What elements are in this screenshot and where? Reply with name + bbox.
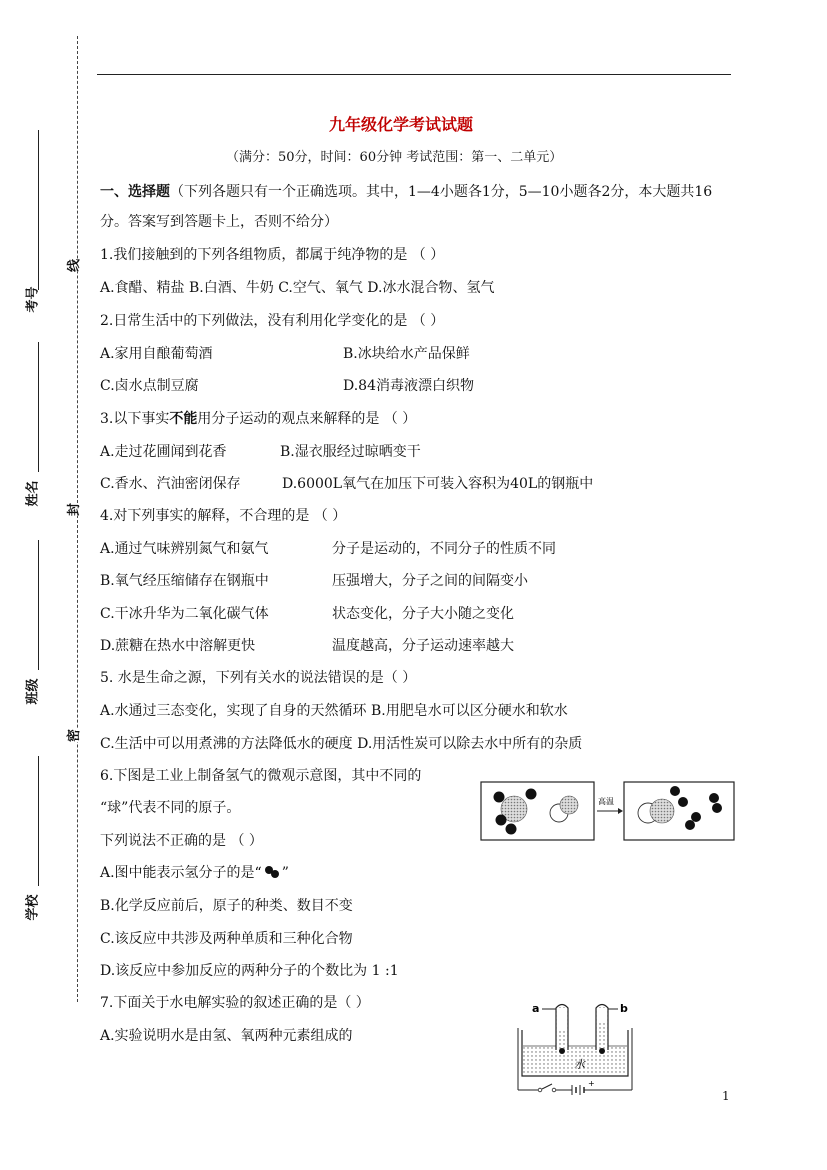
- reaction-micro-diagram: [480, 780, 736, 842]
- q3-stem-bold: 不能: [169, 411, 198, 427]
- exam-number-label: 考号: [25, 286, 41, 313]
- q4-explain-d: 温度越高，分子运动速率越大: [332, 638, 514, 654]
- q3-stem-post: 用分子运动的观点来解释的是 （ ）: [197, 411, 417, 427]
- q4-fact-a: A.通过气味辨别氮气和氨气: [100, 541, 269, 557]
- q3-option-a: A.走过花圃闻到花香: [100, 444, 227, 460]
- q2-stem: 2.日常生活中的下列做法，没有利用化学变化的是 （ ）: [100, 313, 445, 329]
- q3-option-c: C.香水、汽油密闭保存: [100, 476, 241, 492]
- reaction-condition-label: 高温: [598, 797, 614, 806]
- q2-option-c: C.卤水点制豆腐: [100, 378, 199, 394]
- reactants-box: [481, 782, 594, 840]
- q5-options-ab: A.水通过三态变化，实现了自身的天然循环 B.用肥皂水可以区分硬水和软水: [100, 703, 568, 719]
- q6-option-b: B.化学反应前后，原子的种类、数目不变: [100, 898, 353, 914]
- binding-mark-secret: 密: [63, 729, 82, 742]
- q2-option-d: D.84消毒液漂白织物: [343, 378, 474, 394]
- water-electrolysis-diagram: [510, 998, 640, 1098]
- q7-option-a: A.实验说明水是由氢、氧两种元素组成的: [100, 1028, 353, 1044]
- class-label: 班级: [25, 678, 41, 705]
- hydrogen-molecule-icon: [264, 865, 280, 879]
- q1-stem: 1.我们接触到的下列各组物质，都属于纯净物的是 （ ）: [100, 247, 445, 263]
- q3-stem: [100, 411, 416, 427]
- q4-explain-c: 状态变化，分子大小随之变化: [332, 606, 514, 622]
- q6-stem-2: “球”代表不同的原子。: [100, 800, 241, 816]
- q4-fact-b: B.氧气经压缩储存在钢瓶中: [100, 573, 269, 589]
- section-instruction-1: （下列各题只有一个正确选项。其中，1—4小题各1分，5—10小题各2分，本大题共16: [170, 184, 713, 200]
- q4-fact-c: C.干冰升华为二氧化碳气体: [100, 606, 269, 622]
- section-instruction-2: 分。答案写到答题卡上，否则不给分）: [100, 214, 338, 230]
- school-label: 学校: [25, 894, 41, 921]
- binding-underline-1: [38, 130, 39, 290]
- top-rule: [97, 74, 731, 75]
- q1-options: A.食醋、精盐 B.白酒、牛奶 C.空气、氧气 D.冰水混合物、氢气: [100, 280, 495, 296]
- water-label: 水: [574, 1058, 585, 1071]
- page-number: 1: [722, 1089, 730, 1103]
- svg-text:+: +: [588, 1079, 595, 1088]
- binding-dashed-line: [77, 36, 78, 1002]
- binding-underline-4: [38, 756, 39, 886]
- q3-option-b: B.湿衣服经过晾晒变干: [280, 444, 421, 460]
- q4-explain-a: 分子是运动的，不同分子的性质不同: [332, 541, 556, 557]
- q2-option-b: B.冰块给水产品保鲜: [343, 346, 470, 362]
- exam-title: 九年级化学考试试题: [329, 115, 474, 134]
- q6-stem-1: 6.下图是工业上制备氢气的微观示意图，其中不同的: [100, 768, 422, 784]
- name-label: 姓名: [25, 480, 41, 507]
- tube-b-label: b: [620, 1002, 628, 1015]
- q6-option-d: D.该反应中参加反应的两种分子的个数比为 1 :1: [100, 963, 399, 979]
- section-heading: 一、选择题: [100, 184, 170, 200]
- q6-option-a: [100, 865, 289, 881]
- q4-fact-d: D.蔗糖在热水中溶解更快: [100, 638, 256, 654]
- q4-stem: 4.对下列事实的解释，不合理的是 （ ）: [100, 508, 347, 524]
- q6-option-a-pre: A.图中能表示氢分子的是“: [100, 865, 262, 881]
- q5-stem: 5. 水是生命之源，下列有关水的说法错误的是（ ）: [100, 670, 417, 686]
- binding-mark-line: 线: [63, 259, 82, 272]
- binding-underline-2: [38, 342, 39, 472]
- tube-a-label: a: [532, 1002, 540, 1015]
- q2-option-a: A.家用自酿葡萄酒: [100, 346, 213, 362]
- section-instruction-line1: [100, 184, 712, 200]
- q3-stem-pre: 3.以下事实: [100, 411, 170, 427]
- q5-options-cd: C.生活中可以用煮沸的方法降低水的硬度 D.用活性炭可以除去水中所有的杂质: [100, 736, 583, 752]
- q7-stem: 7.下面关于水电解实验的叙述正确的是（ ）: [100, 995, 370, 1011]
- q6-stem-3: 下列说法不正确的是 （ ）: [100, 833, 263, 849]
- exam-subtitle: （满分：50分，时间：60分钟 考试范围：第一、二单元）: [226, 150, 563, 165]
- q6-option-a-post: ”: [281, 865, 289, 881]
- q4-explain-b: 压强增大，分子之间的间隔变小: [332, 573, 528, 589]
- q6-option-c: C.该反应中共涉及两种单质和三种化合物: [100, 931, 353, 947]
- binding-mark-seal: 封: [63, 503, 82, 516]
- q3-option-d: D.6000L氧气在加压下可装入容积为40L的钢瓶中: [282, 476, 594, 492]
- binding-underline-3: [38, 540, 39, 670]
